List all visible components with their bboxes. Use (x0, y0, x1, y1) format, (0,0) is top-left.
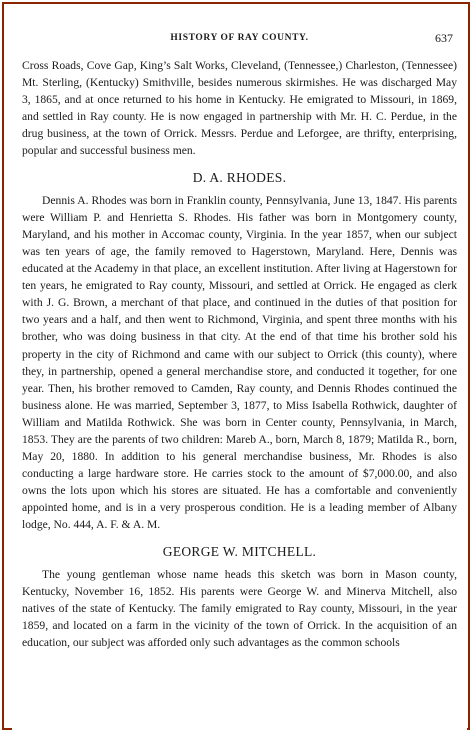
section-heading-mitchell: GEORGE W. MITCHELL. (162, 543, 317, 559)
book-page (12, 8, 467, 730)
rhodes-paragraph: Dennis A. Rhodes was born in Franklin county, Pennsylvania, June 13, 1847. His parents were William P. and Henrietta S. Rhodes. His father was born in Montgomery county, Maryland, and his mother in Accomac county, Virginia. In the year 1857, when our subject was ten years of age, the family removed to Hagerstown, Maryland. Here, Dennis was educated at the Academy in that place, an excellent institution. After living at Hagerstown for ten years, he emigrated to Ray county, Missouri, and settled at Orrick. He engaged as clerk with J. G. Brown, a merchant of that place, and continued in the duties of that position for two years and a half, and then went to Richmond, Virginia, and spent three months with his brother, who was doing business in that city. At the end of that time his brother sold his property in the city of Richmond and came with our subject to Orrick (this county), where they, in partnership, opened a general merchandise store, and conducted it together, for one year. Then, his brother removed to Camden, Ray county, and Dennis Rhodes continued the business alone. He was married, September 3, 1877, to Miss Isabella Rothwick, daughter of William and Matilda Rothwick. She was born in Center county, Pennsylvania, in March, 1853. They are the parents of two children: Mareb A., born, March 8, 1879; Matilda R., born, May 20, 1880. In addition to his general merchandise business, Mr. Rhodes is also conducting a large hardware store. He carries stock to the amount of $7,000.00, and also owns the lots upon which his stores are situated. He has a comfortable and conveniently appointed home, and is in a very prosperous condition. He is a leading member of Albany lodge, No. 444, A. F. & A. M. (22, 193, 457, 532)
mitchell-paragraph: The young gentleman whose name heads this sketch was born in Mason county, Kentucky, November 16, 1852. His parents were George W. and Minerva Mitchell, also natives of the state of Kentucky. The family emigrated to Ray county, Missouri, in the year 1859, and located on a farm in the vicinity of the town of Orrick. In the acquisition of an education, our subject was afforded only such advantages as the common schools (22, 567, 457, 649)
page-border (2, 2, 470, 730)
body-text (22, 57, 457, 651)
page-number: 637 (435, 31, 453, 45)
running-title: HISTORY OF RAY COUNTY. (170, 33, 309, 43)
continued-paragraph: Cross Roads, Cove Gap, King’s Salt Works, Cleveland, (Tennessee,) Charleston, (Tennessee) Mt. Sterling, (Kentucky) Smithville, besides numerous skirmishes. He was discharged May 3, 1865, and at once returned to his home in Kentucky. He emigrated to Missouri, in 1869, and settled in Ray county. He is now engaged in partnership with Mr. H. C. Perdue, in the drug business, at the town of Orrick. Messrs. Perdue and Leforgee, are thrifty, enterprising, popular and successful business men. (22, 59, 457, 158)
section-heading-rhodes: D. A. RHODES. (192, 169, 287, 185)
running-header (12, 33, 467, 49)
